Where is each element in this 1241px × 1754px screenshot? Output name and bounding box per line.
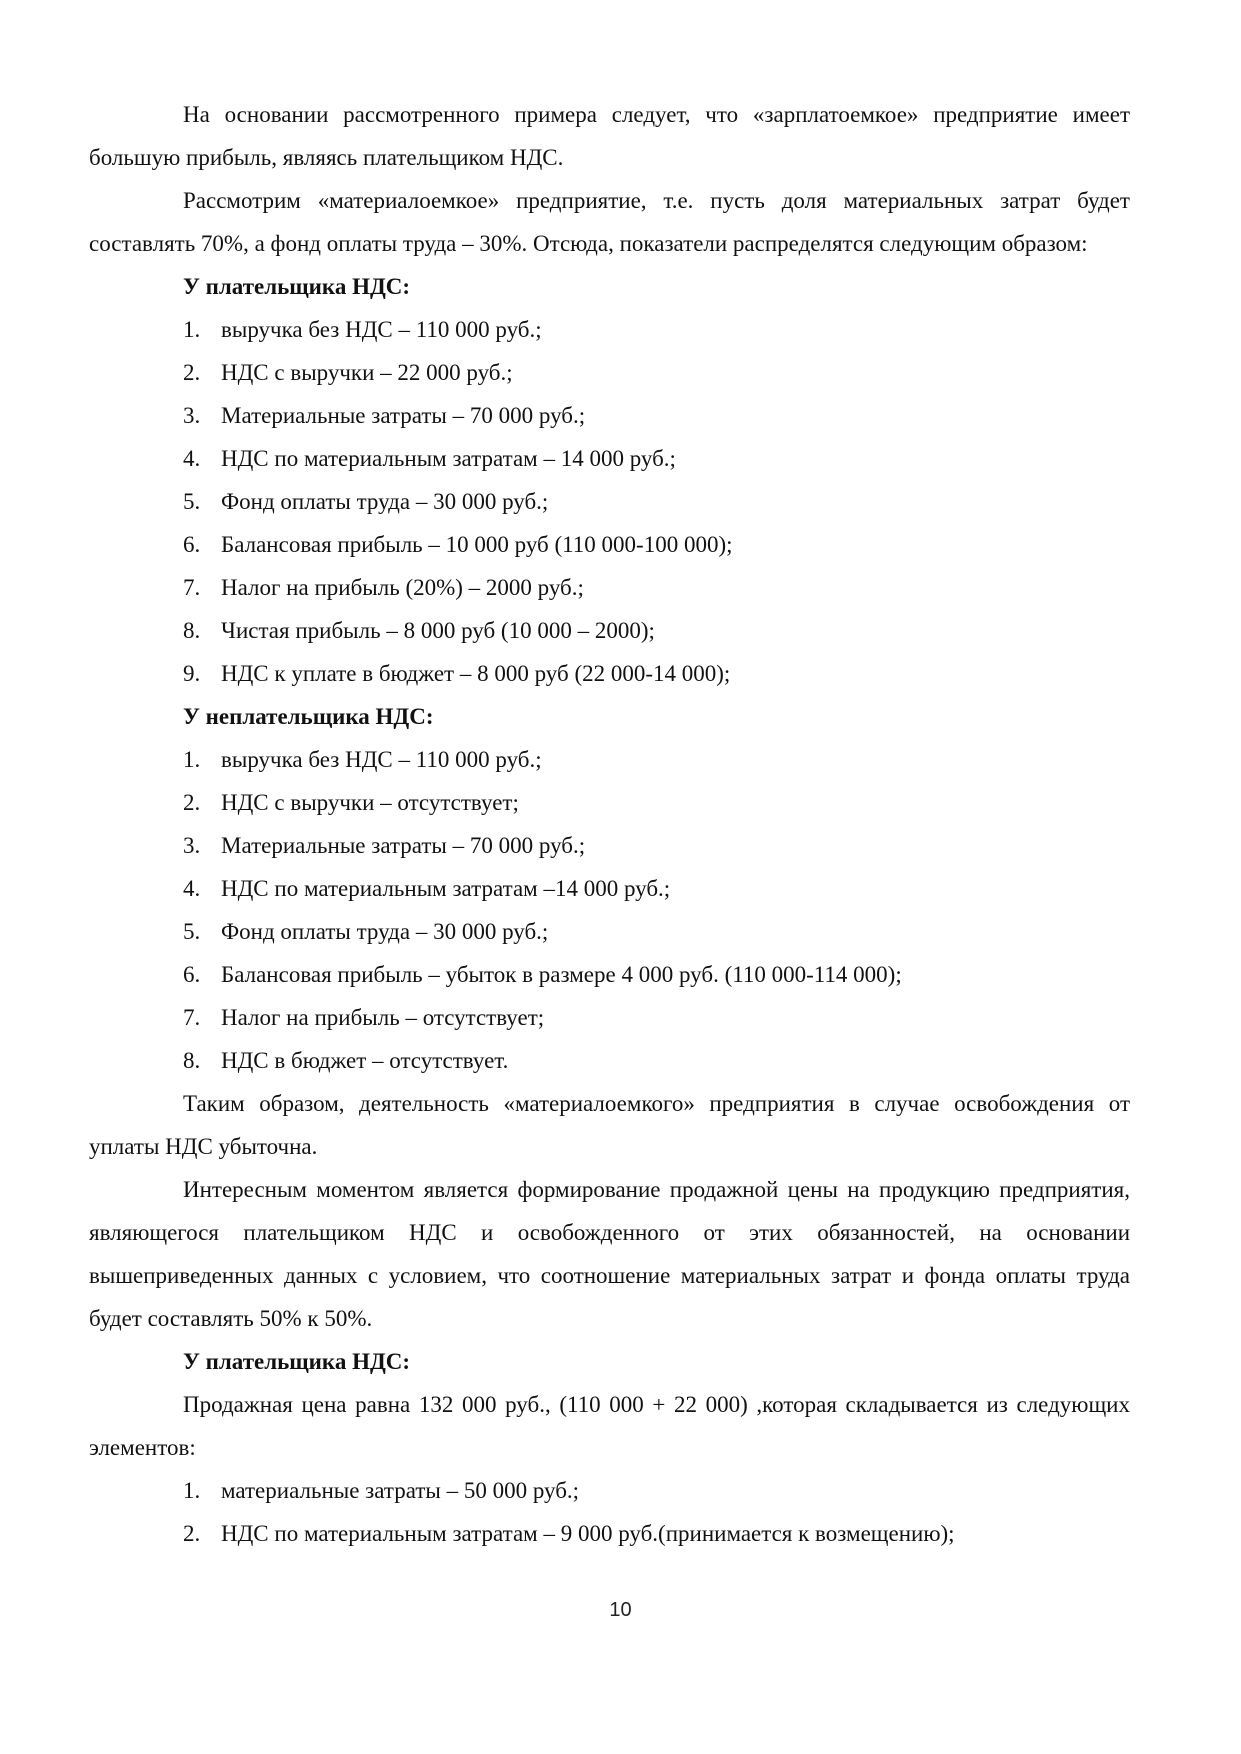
document-body bbox=[89, 93, 1130, 1555]
list-item: 1. материальные затраты – 50 000 руб.; bbox=[183, 1478, 580, 1503]
list-vat-nonpayer bbox=[89, 738, 1130, 1082]
heading-vat-nonpayer: У неплательщика НДС: bbox=[183, 704, 434, 729]
list-price-elements bbox=[89, 1469, 1130, 1555]
list-item: 5. Фонд оплаты труда – 30 000 руб.; bbox=[183, 489, 549, 514]
list-item: 1. выручка без НДС – 110 000 руб.; bbox=[183, 317, 542, 342]
list-item: 7. Налог на прибыль – отсутствует; bbox=[183, 1005, 545, 1030]
paragraph-sale-price: Продажная цена равна 132 000 руб., (110 000 + 22 000) ,которая складывается из следующих элементов: bbox=[89, 1392, 1130, 1460]
list-item: 3. Материальные затраты – 70 000 руб.; bbox=[183, 833, 586, 858]
list-item: 4. НДС по материальным затратам –14 000 руб.; bbox=[183, 876, 671, 901]
paragraph-material-intro: Рассмотрим «материалоемкое» предприятие, т.е. пусть доля материальных затрат будет составлять 70%, а фонд оплаты труда – 30%. Отсюда, показатели распределятся следующим образом: bbox=[89, 188, 1130, 256]
paragraph-loss-conclusion: Таким образом, деятельность «материалоемкого» предприятия в случае освобождения от уплаты НДС убыточна. bbox=[89, 1091, 1130, 1159]
list-item: 6. Балансовая прибыль – 10 000 руб (110 000-100 000); bbox=[183, 532, 733, 557]
paragraph-price-formation: Интересным моментом является формирование продажной цены на продукцию предприятия, являющегося плательщиком НДС и освобожденного от этих обязанностей, на основании вышеприведенных данных с условием, что соотношение материальных затрат и фонда оплаты труда будет составлять 50% к 50%. bbox=[89, 1177, 1130, 1331]
paragraph-conclusion-salary: На основании рассмотренного примера следует, что «зарплатоемкое» предприятие имеет большую прибыль, являясь плательщиком НДС. bbox=[89, 102, 1130, 170]
list-item: 6. Балансовая прибыль – убыток в размере 4 000 руб. (110 000-114 000); bbox=[183, 962, 902, 987]
list-item: 4. НДС по материальным затратам – 14 000 руб.; bbox=[183, 446, 676, 471]
list-item: 5. Фонд оплаты труда – 30 000 руб.; bbox=[183, 919, 549, 944]
list-item: 8. Чистая прибыль – 8 000 руб (10 000 – 2000); bbox=[183, 618, 655, 643]
list-item: 9. НДС к уплате в бюджет – 8 000 руб (22 000-14 000); bbox=[183, 661, 731, 686]
list-item: 2. НДС по материальным затратам – 9 000 руб.(принимается к возмещению); bbox=[183, 1521, 955, 1546]
list-item: 1. выручка без НДС – 110 000 руб.; bbox=[183, 747, 542, 772]
list-vat-payer bbox=[89, 308, 1130, 695]
page-number: 10 bbox=[609, 1599, 632, 1621]
heading-vat-payer-price: У плательщика НДС: bbox=[183, 1349, 411, 1374]
list-item: 3. Материальные затраты – 70 000 руб.; bbox=[183, 403, 586, 428]
list-item: 2. НДС с выручки – отсутствует; bbox=[183, 790, 519, 815]
heading-vat-payer: У плательщика НДС: bbox=[183, 274, 411, 299]
list-item: 7. Налог на прибыль (20%) – 2000 руб.; bbox=[183, 575, 584, 600]
list-item: 2. НДС с выручки – 22 000 руб.; bbox=[183, 360, 513, 385]
list-item: 8. НДС в бюджет – отсутствует. bbox=[183, 1048, 509, 1073]
